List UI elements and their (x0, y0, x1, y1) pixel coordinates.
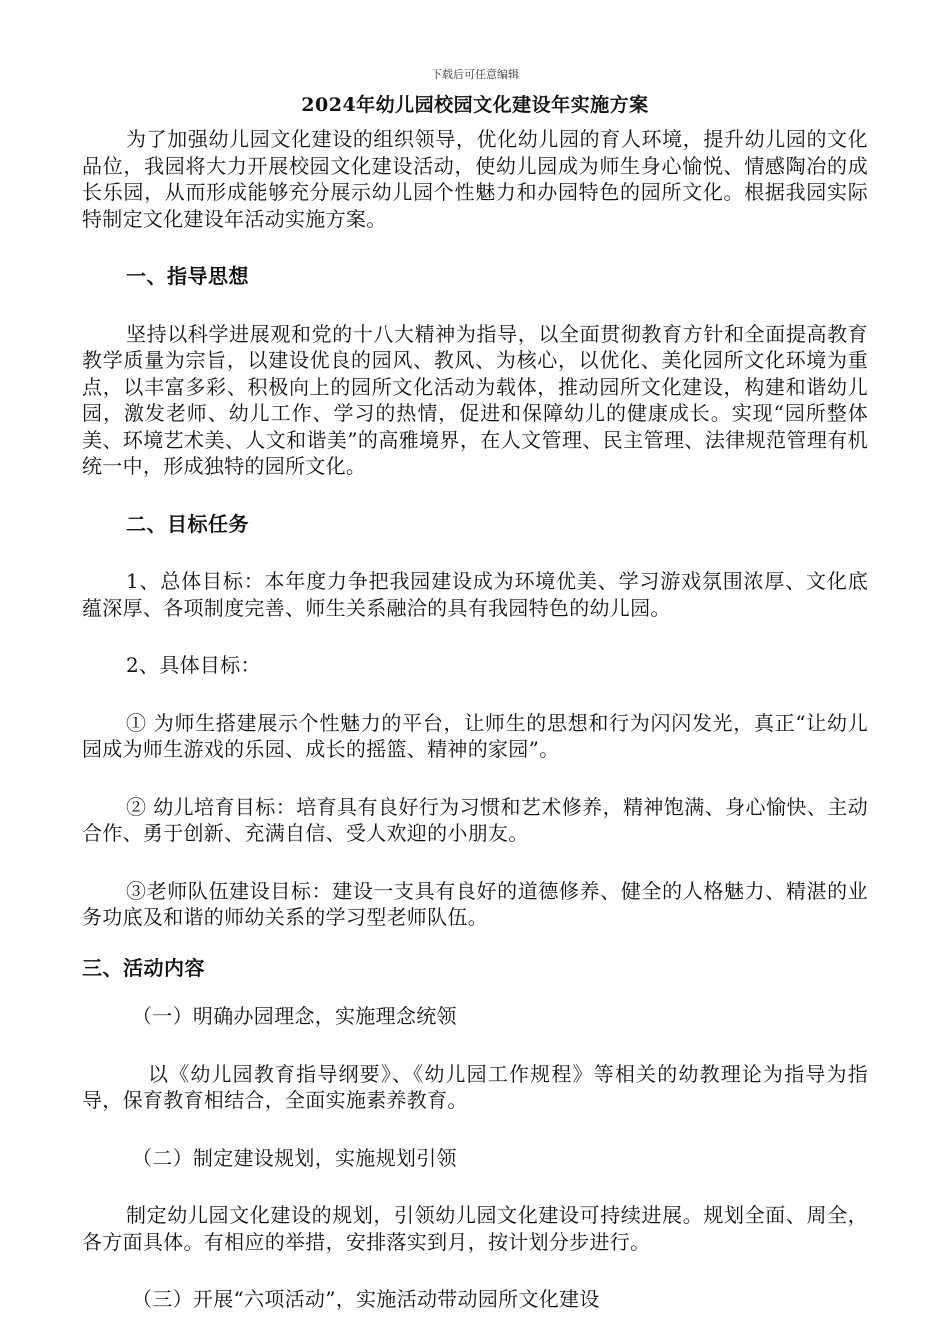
specific-goal-item-1: ① 为师生搭建展示个性魅力的平台，让师生的思想和行为闪闪发光，真正“让幼儿园成为师生游戏的乐园、成长的摇篮、精神的家园”。 (82, 710, 868, 761)
guiding-ideology-paragraph: 坚持以科学进展观和党的十八大精神为指导，以全面贯彻教育方针和全面提高教育教学质量为宗旨，以建设优良的园风、教风、为核心，以优化、美化园所文化环境为重点，以丰富多彩、积极向上的园所文化活动为载体，推动园所文化建设，构建和谐幼儿园，激发老师、幼儿工作、学习的热情，促进和保障幼儿的健康成长。实现“园所整体美、环境艺术美、人文和谐美”的高雅境界，在人文管理、民主管理、法律规范管理有机统一中，形成独特的园所文化。 (82, 321, 868, 478)
overall-goal-paragraph: 1、总体目标：本年度力争把我园建设成为环境优美、学习游戏氛围浓厚、文化底蕴深厚、各项制度完善、师生关系融洽的具有我园特色的幼儿园。 (82, 569, 868, 620)
activity-subheading-2: （二）制定建设规划，实施规划引领 (132, 1145, 457, 1170)
activity-subheading-3: （三）开展“六项活动”，实施活动带动园所文化建设 (132, 1287, 600, 1311)
document-body (82, 126, 868, 1313)
activity-2-paragraph: 制定幼儿园文化建设的规划，引领幼儿园文化建设可持续进展。规划全面、周全，各方面具体。有相应的举措，安排落实到月，按计划分步进行。 (82, 1203, 868, 1254)
specific-goal-item-3: ③老师队伍建设目标：建设一支具有良好的道德修养、健全的人格魅力、精湛的业务功底及和谐的师幼关系的学习型老师队伍。 (82, 878, 868, 929)
intro-paragraph: 为了加强幼儿园文化建设的组织领导，优化幼儿园的育人环境，提升幼儿园的文化品位，我园将大力开展校园文化建设活动，使幼儿园成为师生身心愉悦、情感陶冶的成长乐园，从而形成能够充分展示幼儿园个性魅力和办园特色的园所文化。根据我园实际特制定文化建设年活动实施方案。 (82, 127, 868, 231)
activity-1-paragraph: 以《幼儿园教育指导纲要》、《幼儿园工作规程》等相关的幼教理论为指导为指导，保育教育相结合，全面实施素养教育。 (82, 1061, 868, 1112)
header-note: 下载后可任意编辑 (431, 68, 519, 81)
specific-goal-item-2: ② 幼儿培育目标：培育具有良好行为习惯和艺术修养，精神饱满、身心愉快、主动合作、勇于创新、充满自信、受人欢迎的小朋友。 (82, 794, 868, 845)
document-title: 2024年幼儿园校园文化建设年实施方案 (301, 94, 649, 116)
specific-goal-label: 2、具体目标： (126, 653, 261, 677)
section-heading-activities: 三、活动内容 (82, 955, 205, 980)
activity-subheading-1: （一）明确办园理念，实施理念统领 (132, 1004, 457, 1028)
section-heading-goals: 二、目标任务 (126, 511, 249, 536)
section-heading-guiding-ideology: 一、指导思想 (126, 264, 249, 288)
